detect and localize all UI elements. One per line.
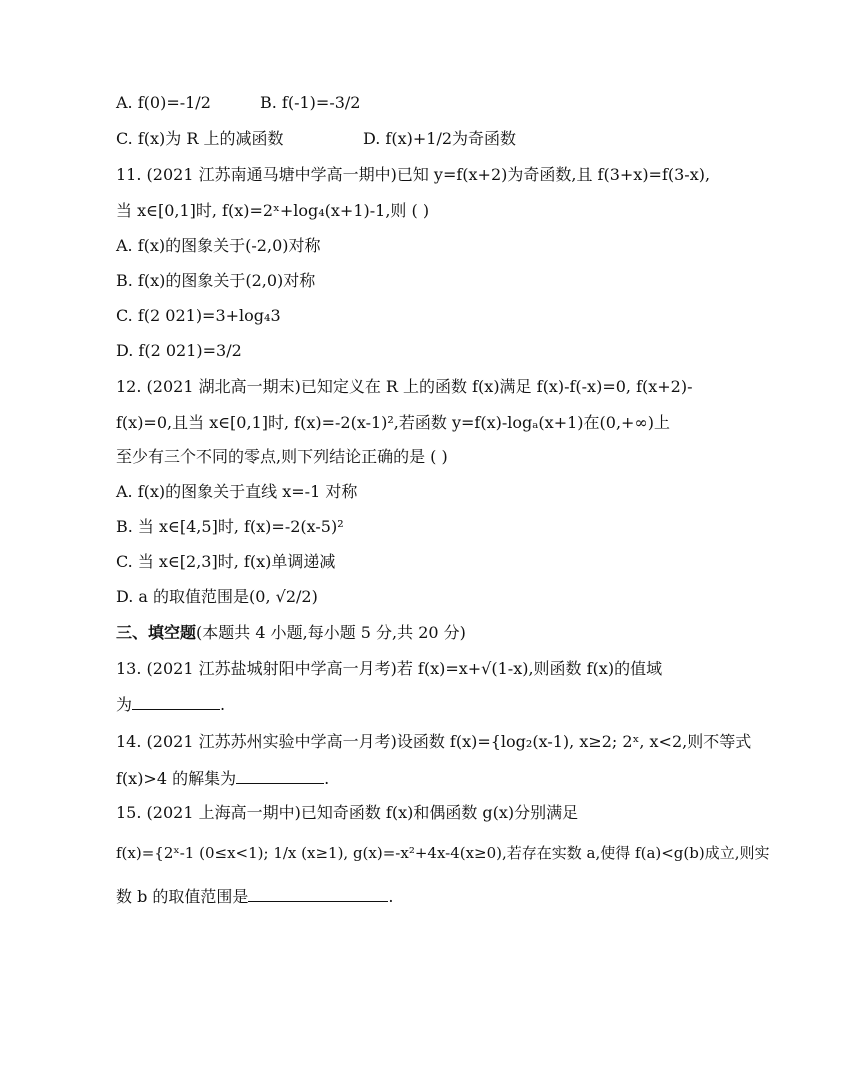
q14-period: . [324, 769, 330, 788]
q12-option-a: A. f(x)的图象关于直线 x=-1 对称 [116, 482, 358, 501]
q11-option-d: D. f(2 021)=3/2 [116, 341, 242, 360]
q11-option-c: C. f(2 021)=3+log₄3 [116, 306, 281, 325]
q11-stem-line-1: 11. (2021 江苏南通马塘中学高一期中)已知 y=f(x+2)为奇函数,且 f(3+x)=f(3-x), [116, 165, 711, 184]
q11-option-a: A. f(x)的图象关于(-2,0)对称 [116, 236, 321, 255]
q10-option-d: D. f(x)+1/2为奇函数 [363, 129, 517, 148]
q10-option-a: A. f(0)=-1/2 [116, 93, 211, 112]
q15-stem-line-1: 15. (2021 上海高一期中)已知奇函数 f(x)和偶函数 g(x)分别满足 [116, 803, 579, 822]
q15-prefix: 数 b 的取值范围是 [116, 887, 249, 906]
q11-stem-line-2: 当 x∈[0,1]时, f(x)=2ˣ+log₄(x+1)-1,则 ( ) [116, 201, 430, 220]
q14-prefix: f(x)>4 的解集为 [116, 769, 237, 788]
q10-option-b: B. f(-1)=-3/2 [260, 93, 361, 112]
q13-prefix: 为 [116, 695, 133, 714]
q15-answer-blank[interactable] [248, 883, 388, 902]
q14-answer-blank[interactable] [236, 765, 324, 784]
q12-option-d: D. a 的取值范围是(0, √2/2) [116, 587, 318, 606]
section-3-title: 三、填空题 [116, 623, 197, 642]
q15-stem-line-2: f(x)={2ˣ-1 (0≤x<1); 1/x (x≥1), g(x)=-x²+4x-4(x≥0),若存在实数 a,使得 f(a)<g(b)成立,则实 [116, 844, 770, 862]
q15-period: . [388, 887, 394, 906]
q10-option-c: C. f(x)为 R 上的减函数 [116, 129, 284, 148]
q14-stem-line-2 [116, 765, 820, 791]
section-3-note: (本题共 4 小题,每小题 5 分,共 20 分) [196, 623, 466, 642]
q12-option-c: C. 当 x∈[2,3]时, f(x)单调递减 [116, 552, 336, 571]
q12-stem-line-2: f(x)=0,且当 x∈[0,1]时, f(x)=-2(x-1)²,若函数 y=f(x)-logₐ(x+1)在(0,+∞)上 [116, 413, 671, 432]
section-3-header [116, 620, 820, 646]
q11-option-b: B. f(x)的图象关于(2,0)对称 [116, 271, 316, 290]
q12-stem-line-3: 至少有三个不同的零点,则下列结论正确的是 ( ) [116, 447, 448, 466]
q13-stem-line-2 [116, 691, 820, 717]
q13-period: . [220, 695, 226, 714]
q14-stem-line-1: 14. (2021 江苏苏州实验中学高一月考)设函数 f(x)={log₂(x-1), x≥2; 2ˣ, x<2,则不等式 [116, 732, 752, 751]
q13-stem-line-1: 13. (2021 江苏盐城射阳中学高一月考)若 f(x)=x+√(1-x),则函数 f(x)的值域 [116, 659, 663, 678]
q12-stem-line-1: 12. (2021 湖北高一期末)已知定义在 R 上的函数 f(x)满足 f(x)-f(-x)=0, f(x+2)- [116, 377, 693, 396]
q12-option-b: B. 当 x∈[4,5]时, f(x)=-2(x-5)² [116, 517, 344, 536]
q15-stem-line-3 [116, 883, 820, 909]
q13-answer-blank[interactable] [132, 691, 220, 710]
